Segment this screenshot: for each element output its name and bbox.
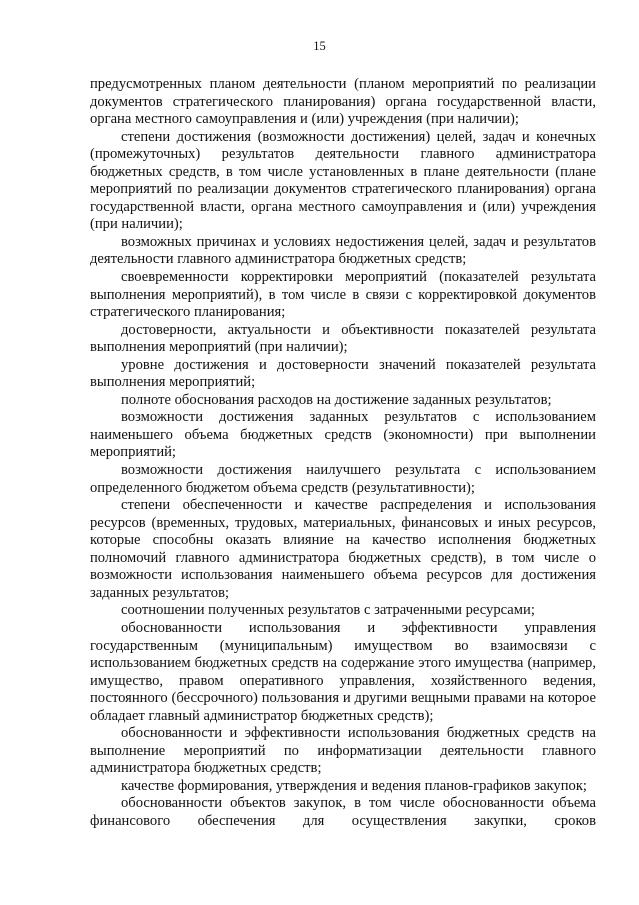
page-number: 15 (313, 39, 326, 53)
paragraph: степени достижения (возможности достижения) целей, задач и конечных (промежуточных) результатов деятельности главного администратора бюджетных средств, в том числе установленных в плане деятельности (плане мероприятий по реализации документов стратегического планирования) органа государственной власти, органа местного самоуправления и (или) учреждения (при наличии); (90, 128, 596, 233)
paragraph: степени обеспеченности и качестве распределения и использования ресурсов (временных, трудовых, материальных, финансовых и иных ресурсов, которые способны оказать влияние на качество исполнения бюджетных полномочий главного администратора бюджетных средств), в том числе о возможности использования наименьшего объема ресурсов для достижения заданных результатов; (90, 497, 596, 601)
paragraph: обоснованности объектов закупок, в том числе обоснованности объема финансового обеспечения для осуществления закупки, сроков (90, 795, 596, 829)
paragraph: возможных причинах и условиях недостижения целей, задач и результатов деятельности главного администратора бюджетных средств; (90, 233, 596, 268)
paragraph: достоверности, актуальности и объективности показателей результата выполнения мероприятий (при наличии); (90, 321, 596, 356)
paragraph: возможности достижения наилучшего результата с использованием определенного бюджетом объема средств (результативности); (90, 462, 596, 496)
paragraph: полноте обоснования расходов на достижение заданных результатов; (121, 391, 552, 408)
paragraph: уровне достижения и достоверности значений показателей результата выполнения мероприятий; (90, 356, 596, 391)
paragraph: возможности достижения заданных результатов с использованием наименьшего объема бюджетных средств (экономности) при выполнении мероприятий; (90, 409, 596, 461)
paragraph: качестве формирования, утверждения и ведения планов-графиков закупок; (121, 777, 587, 794)
paragraph: своевременности корректировки мероприятий (показателей результата выполнения мероприятий), в том числе в связи с корректировкой документов стратегического планирования; (90, 269, 596, 321)
paragraph: обоснованности и эффективности использования бюджетных средств на выполнение мероприятий по информатизации деятельности главного администратора бюджетных средств; (90, 725, 596, 777)
paragraph: соотношении полученных результатов с затраченными ресурсами; (121, 602, 535, 619)
document-body (90, 76, 596, 831)
paragraph: обоснованности использования и эффективности управления государственным (муниципальным) имуществом во взаимосвязи с использованием бюджетных средств на содержание этого имущества (например, имущество, правом оперативного управления, хозяйственного ведения, постоянного (бессрочного) пользования и другими вещными правами на которое обладает главный администратор бюджетных средств); (90, 619, 596, 724)
paragraph: предусмотренных планом деятельности (планом мероприятий по реализации документов стратегического планирования) органа государственной власти, органа местного самоуправления и (или) учреждения (при наличии); (90, 76, 596, 128)
